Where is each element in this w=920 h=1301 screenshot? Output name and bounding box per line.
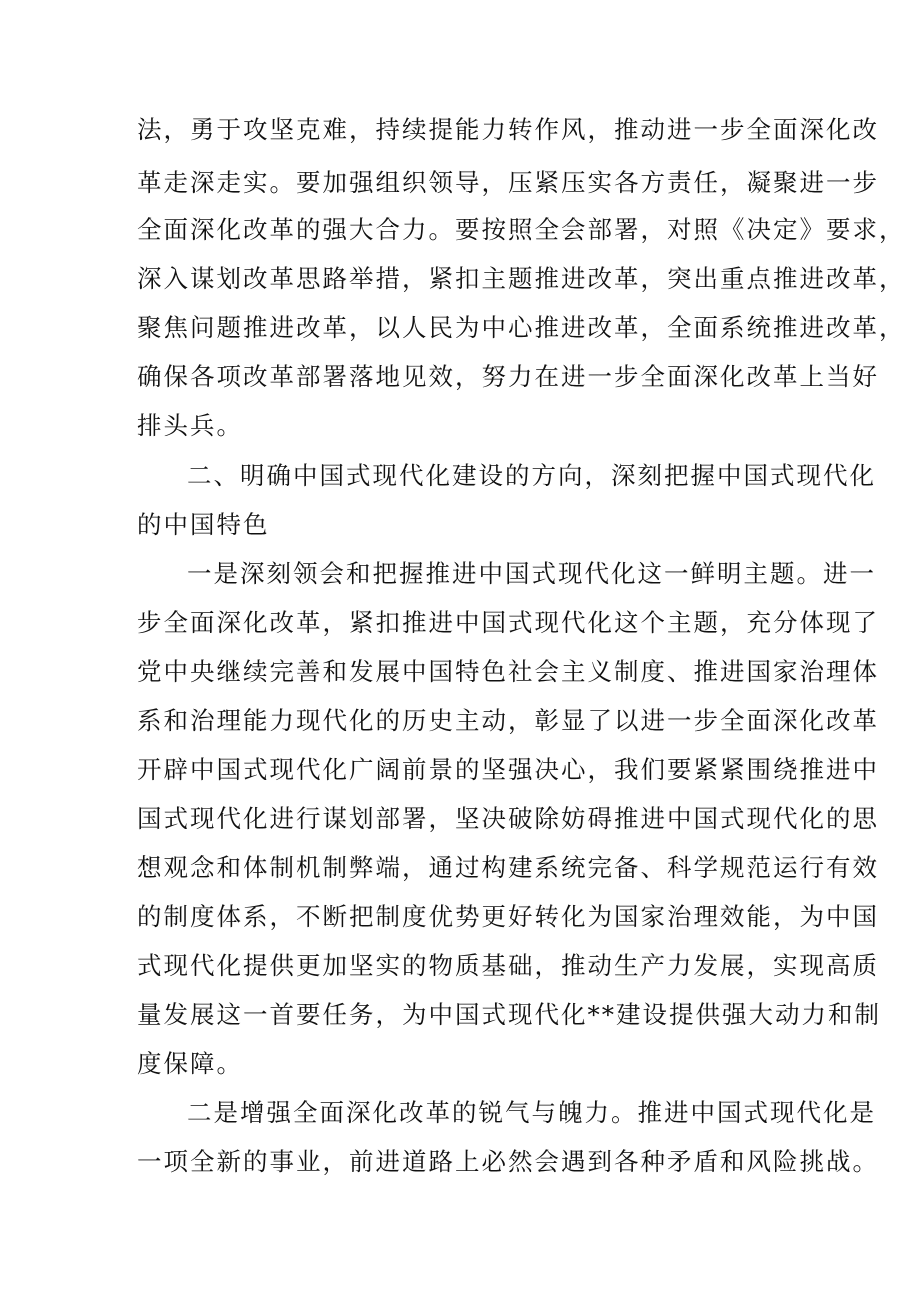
text-line-17: 的制度体系，不断把制度优势更好转化为国家治理效能，为中国 xyxy=(137,902,879,931)
text-line-2: 革走深走实。要加强组织领导，压紧压实各方责任，凝聚进一步 xyxy=(137,168,879,197)
text-line-14: 开辟中国式现代化广阔前景的坚强决心，我们要紧紧围绕推进中 xyxy=(137,755,879,784)
text-line-18: 式现代化提供更加坚实的物质基础，推动生产力发展，实现高质 xyxy=(137,951,879,980)
text-line-3: 全面深化改革的强大合力。要按照全会部署，对照《决定》要求， xyxy=(137,215,906,244)
text-line-22: 一项全新的事业，前进道路上必然会遇到各种矛盾和风险挑战。 xyxy=(137,1147,879,1176)
text-line-20: 度保障。 xyxy=(137,1049,243,1078)
text-line-7: 排头兵。 xyxy=(137,411,243,440)
text-line-6: 确保各项改革部署落地见效，努力在进一步全面深化改革上当好 xyxy=(137,362,879,391)
text-line-4: 深入谋划改革思路举措，紧扣主题推进改革，突出重点推进改革， xyxy=(137,264,906,293)
text-line-15: 国式现代化进行谋划部署，坚决破除妨碍推进中国式现代化的思 xyxy=(137,804,879,833)
text-line-19: 量发展这一首要任务，为中国式现代化**建设提供强大动力和制 xyxy=(137,1000,881,1029)
section-heading-line-2: 的中国特色 xyxy=(137,510,270,539)
text-line-13: 系和治理能力现代化的历史主动，彰显了以进一步全面深化改革 xyxy=(137,706,879,735)
section-heading-line-1: 二、明确中国式现代化建设的方向，深刻把握中国式现代化 xyxy=(187,461,876,490)
text-line-1: 法，勇于攻坚克难，持续提能力转作风，推动进一步全面深化改 xyxy=(137,115,879,144)
text-line-16: 想观念和体制机制弊端，通过构建系统完备、科学规范运行有效 xyxy=(137,853,879,882)
text-line-11: 步全面深化改革，紧扣推进中国式现代化这个主题，充分体现了 xyxy=(137,608,879,637)
text-line-10: 一是深刻领会和把握推进中国式现代化这一鲜明主题。进一 xyxy=(187,559,876,588)
text-line-5: 聚焦问题推进改革，以人民为中心推进改革，全面系统推进改革， xyxy=(137,313,906,342)
text-line-21: 二是增强全面深化改革的锐气与魄力。推进中国式现代化是 xyxy=(187,1098,876,1127)
text-line-12: 党中央继续完善和发展中国特色社会主义制度、推进国家治理体 xyxy=(137,657,879,686)
